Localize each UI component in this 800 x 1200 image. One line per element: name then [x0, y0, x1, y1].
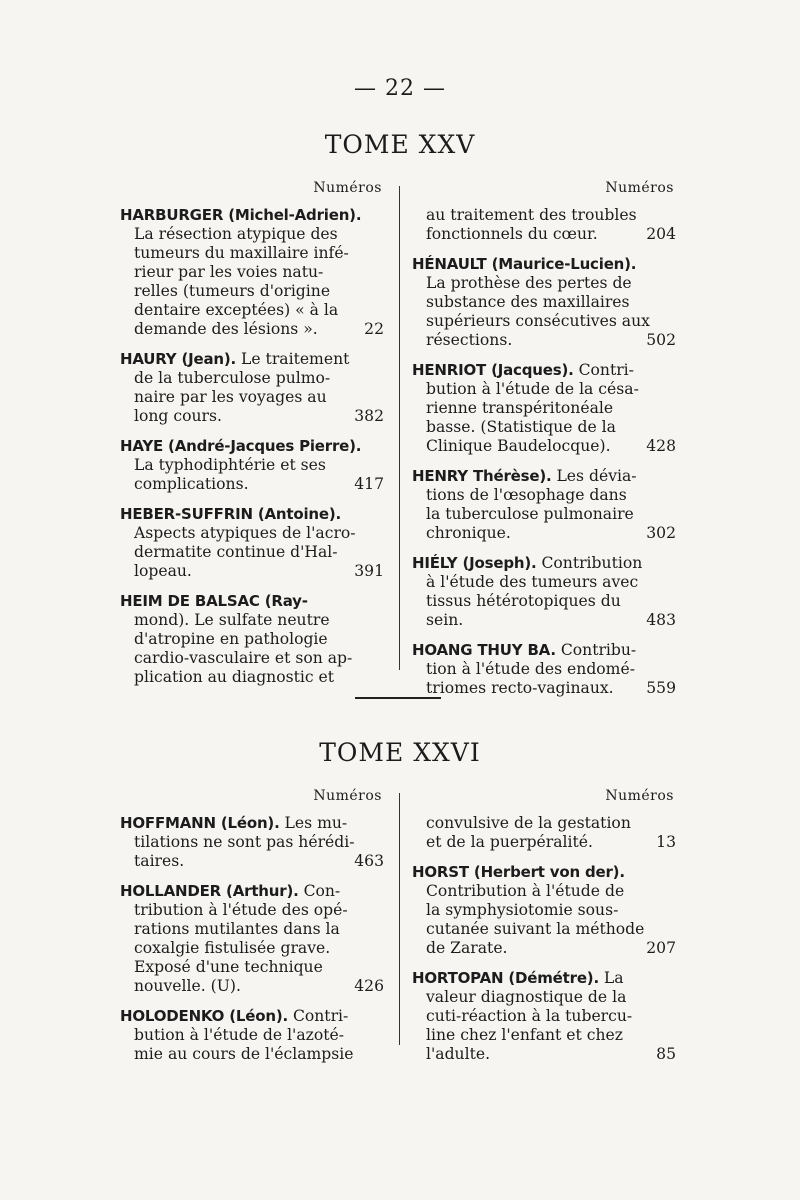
entry-first-line: [412, 969, 676, 988]
entry-line: dermatite continue d'Hal-: [134, 543, 338, 561]
entry-line: valeur diagnostique de la: [426, 988, 627, 1006]
entry-line: basse. (Statistique de la: [426, 418, 616, 436]
entry-line: cardio-vasculaire et son ap-: [134, 649, 353, 667]
index-entry: [412, 361, 676, 456]
entry-line: coxalgie fistulisée grave.: [134, 939, 331, 957]
entry-line: [412, 1045, 676, 1064]
thesis-number: 22: [364, 320, 384, 338]
thesis-number: 204: [646, 225, 676, 243]
entry-text: résections.: [426, 331, 513, 349]
entry-first-line: [120, 206, 384, 225]
entry-line: à l'étude des tumeurs avec: [426, 573, 639, 591]
thesis-number: 207: [646, 939, 676, 957]
tome-xxv-right-column: [412, 180, 676, 709]
entry-first-line: [120, 437, 384, 456]
entry-line: [120, 320, 384, 339]
thesis-number: 463: [354, 852, 384, 870]
entry-line: Contribution à l'étude de: [426, 882, 625, 900]
entry-text: complications.: [134, 475, 249, 493]
entry-text: triomes recto-vaginaux.: [426, 679, 614, 697]
entry-line: de la tuberculose pulmo-: [134, 369, 331, 387]
index-entry: [120, 592, 384, 687]
entry-line: rieur par les voies natu-: [134, 263, 324, 281]
thesis-number: 483: [646, 611, 676, 629]
entry-text: Contribution: [536, 554, 643, 572]
tome-xxvi-right-column: [412, 788, 676, 1075]
entry-first-line: [120, 1007, 384, 1026]
entry-line: d'atropine en pathologie: [134, 630, 328, 648]
entry-line: [412, 939, 676, 958]
tome-xxv-left-column: [120, 180, 384, 698]
column-divider: [399, 793, 400, 1045]
entry-first-line: [120, 814, 384, 833]
entry-line: [120, 562, 384, 581]
entry-first-line: [412, 554, 676, 573]
entry-text: chronique.: [426, 524, 511, 542]
entry-line: mond). Le sulfate neutre: [134, 611, 330, 629]
entry-text: nouvelle. (U).: [134, 977, 241, 995]
entry-line: la symphysiotomie sous-: [426, 901, 619, 919]
entry-text: Contribu-: [555, 641, 637, 659]
entry-first-line: [120, 882, 384, 901]
entry-line: au traitement des troubles: [426, 206, 637, 224]
section-title: TOME XXVI: [319, 738, 481, 767]
entry-line: Exposé d'une technique: [134, 958, 323, 976]
section-title: TOME XXV: [324, 130, 476, 159]
entry-line: [120, 852, 384, 871]
entry-first-line: [412, 641, 676, 660]
entry-text: Les mu-: [279, 814, 348, 832]
entry-line: tions de l'œsophage dans: [426, 486, 627, 504]
author-name: HARBURGER (Michel-Adrien).: [120, 206, 362, 224]
entry-line: La typhodiphtérie et ses: [134, 456, 326, 474]
entry-text: de Zarate.: [426, 939, 508, 957]
index-entry: [120, 882, 384, 996]
author-name: HIÉLY (Joseph).: [412, 554, 537, 572]
author-name: HEIM DE BALSAC (Ray-: [120, 592, 308, 610]
entry-line: substance des maxillaires: [426, 293, 630, 311]
author-name: HORST (Herbert von der).: [412, 863, 625, 881]
entry-line: naire par les voyages au: [134, 388, 327, 406]
thesis-number: 428: [646, 437, 676, 455]
entry-line: relles (tumeurs d'origine: [134, 282, 331, 300]
index-entry: [412, 467, 676, 543]
index-entry: [120, 1007, 384, 1064]
author-name: HORTOPAN (Démétre).: [412, 969, 599, 987]
index-entry: [120, 206, 384, 339]
thesis-number: 426: [354, 977, 384, 995]
entry-line: dentaire exceptées) « à la: [134, 301, 339, 319]
author-name: HAURY (Jean).: [120, 350, 237, 368]
entry-line: [120, 475, 384, 494]
thesis-number: 417: [354, 475, 384, 493]
entry-text: Contri-: [573, 361, 634, 379]
entry-text: long cours.: [134, 407, 222, 425]
entry-first-line: [412, 255, 676, 274]
numeros-header: Numéros: [313, 788, 382, 804]
entry-line: line chez l'enfant et chez: [426, 1026, 623, 1044]
entry-line: plication au diagnostic et: [134, 668, 335, 686]
author-name: HOLODENKO (Léon).: [120, 1007, 288, 1025]
index-entry: [412, 641, 676, 698]
entry-text: Con-: [298, 882, 341, 900]
author-name: HENRIOT (Jacques).: [412, 361, 574, 379]
thesis-number: 559: [646, 679, 676, 697]
entry-line: [412, 524, 676, 543]
column-divider: [399, 186, 400, 670]
author-name: HÉNAULT (Maurice-Lucien).: [412, 255, 637, 273]
entry-line: bution à l'étude de la césa-: [426, 380, 639, 398]
thesis-number: 502: [646, 331, 676, 349]
entry-line: [412, 679, 676, 698]
entry-line: tilations ne sont pas hérédi-: [134, 833, 355, 851]
numeros-header: Numéros: [605, 788, 674, 804]
entry-text: et de la puerpéralité.: [426, 833, 593, 851]
index-entry: [412, 969, 676, 1064]
thesis-number: 302: [646, 524, 676, 542]
index-entry: [412, 814, 676, 852]
index-entry: [120, 437, 384, 494]
entry-line: rienne transpéritonéale: [426, 399, 614, 417]
entry-text: l'adulte.: [426, 1045, 491, 1063]
entry-line: bution à l'étude de l'azoté-: [134, 1026, 345, 1044]
entry-text: lopeau.: [134, 562, 192, 580]
author-name: HEBER-SUFFRIN (Antoine).: [120, 505, 342, 523]
index-entry: [412, 863, 676, 958]
entry-line: mie au cours de l'éclampsie: [134, 1045, 354, 1063]
author-name: HOANG THUY BA.: [412, 641, 556, 659]
author-name: HAYE (André-Jacques Pierre).: [120, 437, 362, 455]
thesis-number: 85: [656, 1045, 676, 1063]
thesis-number: 382: [354, 407, 384, 425]
author-name: HENRY Thérèse).: [412, 467, 552, 485]
entry-text: Le traitement: [236, 350, 350, 368]
entry-line: tumeurs du maxillaire infé-: [134, 244, 349, 262]
index-entry: [412, 206, 676, 244]
entry-line: La résection atypique des: [134, 225, 338, 243]
entry-text: Clinique Baudelocque).: [426, 437, 611, 455]
entry-text: sein.: [426, 611, 464, 629]
index-entry: [412, 255, 676, 350]
entry-line: [412, 331, 676, 350]
entry-line: rations mutilantes dans la: [134, 920, 340, 938]
entry-line: [412, 225, 676, 244]
entry-line: tribution à l'étude des opé-: [134, 901, 348, 919]
numeros-header: Numéros: [605, 180, 674, 196]
tome-xxvi-left-column: [120, 788, 384, 1075]
entry-text: fonctionnels du cœur.: [426, 225, 598, 243]
entry-line: [412, 833, 676, 852]
entry-line: [120, 977, 384, 996]
entry-text: taires.: [134, 852, 185, 870]
index-entry: [120, 814, 384, 871]
entry-first-line: [120, 350, 384, 369]
author-name: HOFFMANN (Léon).: [120, 814, 280, 832]
entry-line: [412, 437, 676, 456]
author-name: HOLLANDER (Arthur).: [120, 882, 299, 900]
entry-text: Les dévia-: [551, 467, 637, 485]
entry-line: cutanée suivant la méthode: [426, 920, 645, 938]
entry-first-line: [412, 467, 676, 486]
page-number: — 22 —: [354, 76, 446, 101]
entry-line: tissus hétérotopiques du: [426, 592, 621, 610]
entry-first-line: [412, 863, 676, 882]
entry-line: la tuberculose pulmonaire: [426, 505, 634, 523]
entry-first-line: [412, 361, 676, 380]
entry-line: cuti-réaction à la tubercu-: [426, 1007, 633, 1025]
entry-text: demande des lésions ».: [134, 320, 318, 338]
thesis-number: 13: [656, 833, 676, 851]
entry-first-line: [120, 505, 384, 524]
thesis-number: 391: [354, 562, 384, 580]
index-entry: [120, 350, 384, 426]
entry-line: [412, 611, 676, 630]
entry-line: La prothèse des pertes de: [426, 274, 632, 292]
entry-line: supérieurs consécutives aux: [426, 312, 650, 330]
entry-line: [120, 407, 384, 426]
entry-line: tion à l'étude des endomé-: [426, 660, 635, 678]
entry-line: convulsive de la gestation: [426, 814, 631, 832]
index-entry: [120, 505, 384, 581]
index-entry: [412, 554, 676, 630]
entry-line: Aspects atypiques de l'acro-: [134, 524, 356, 542]
entry-text: Contri-: [287, 1007, 349, 1025]
numeros-header: Numéros: [313, 180, 382, 196]
entry-text: La: [598, 969, 624, 987]
entry-first-line: [120, 592, 384, 611]
